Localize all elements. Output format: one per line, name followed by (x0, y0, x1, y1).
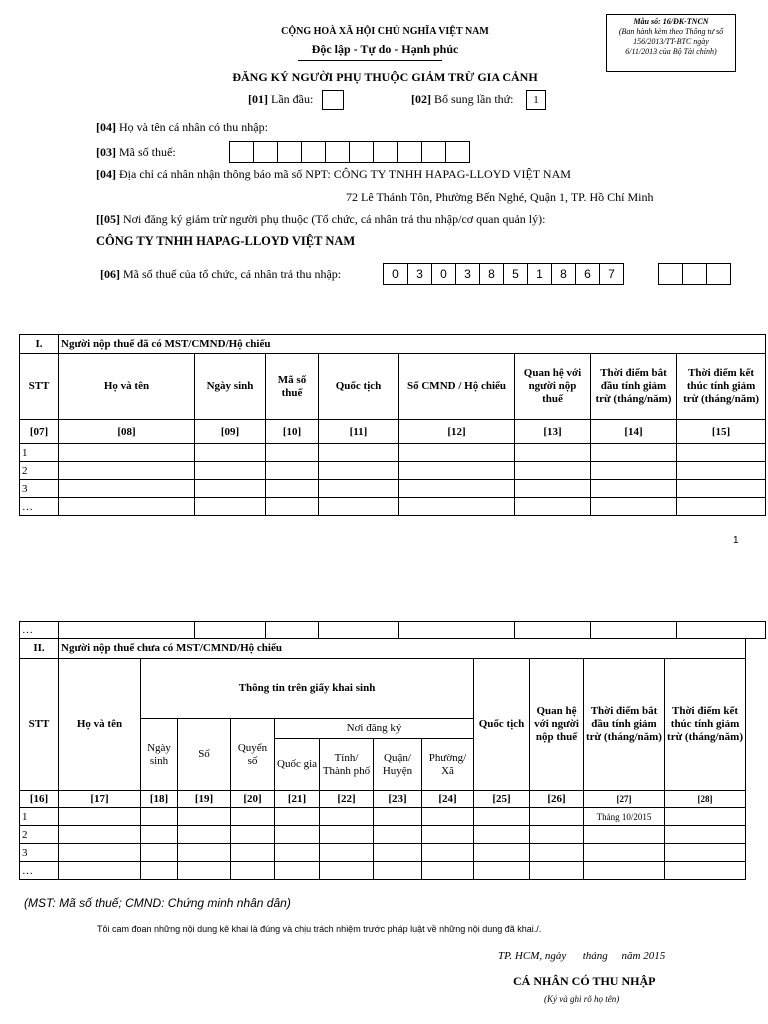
header-nationality: Quốc tịch (319, 354, 399, 420)
abbreviation-note: (MST: Mã số thuế; CMND: Chứng minh nhân dân) (24, 896, 291, 910)
column-code: [27] (584, 791, 665, 808)
tax-digit: 3 (407, 263, 432, 285)
column-code: [12] (399, 420, 515, 444)
header-number: Số (178, 719, 231, 791)
section-1-number: I. (20, 335, 59, 354)
table-row: 2 (20, 462, 766, 480)
header-relationship: Quan hệ với người nộp thuế (515, 354, 591, 420)
supplement-count-field[interactable]: 1 (526, 90, 546, 110)
header-district: Quận/ Huyện (374, 739, 422, 791)
field-03-label: [03] Mã số thuế: (96, 145, 176, 159)
country-name: CỘNG HOÀ XÃ HỘI CHỦ NGHĨA VIỆT NAM (281, 26, 489, 37)
table-row: 1 Tháng 10/2015 (20, 808, 746, 826)
tax-digit: 6 (575, 263, 600, 285)
column-code: [24] (422, 791, 474, 808)
header-province: Tỉnh/ Thành phố (320, 739, 374, 791)
form-code-line3: 156/2013/TT-BTC ngày (633, 37, 709, 46)
header-dob: Ngày sinh (195, 354, 266, 420)
column-code: [17] (59, 791, 141, 808)
column-code: [07] (20, 420, 59, 444)
header-start-time: Thời điểm bắt đầu tính giảm trừ (tháng/năm) (591, 354, 677, 420)
table-row: … (20, 622, 766, 639)
place-date: TP. HCM, ngày tháng năm 2015 (498, 950, 666, 962)
header-tax-code: Mã số thuế (266, 354, 319, 420)
table-row: 2 (20, 826, 746, 844)
header-stt: STT (20, 659, 59, 791)
table-row: 3 (20, 844, 746, 862)
column-code: [15] (677, 420, 766, 444)
continuation-table (19, 621, 766, 639)
address-line: 72 Lê Thánh Tôn, Phường Bến Nghé, Quận 1, TP. Hồ Chí Minh (346, 190, 654, 204)
column-code: [08] (59, 420, 195, 444)
column-code: [21] (275, 791, 320, 808)
page-number: 1 (733, 535, 739, 546)
column-code: [09] (195, 420, 266, 444)
header-birth-date: Ngày sinh (141, 719, 178, 791)
section-2-table (19, 638, 746, 880)
field-05-label: [[05] Nơi đăng ký giảm trừ người phụ thuộc (Tổ chức, cá nhân trả thu nhập/cơ quan quản lý): (96, 212, 546, 226)
section-1-table (19, 334, 766, 516)
company-name: CÔNG TY TNHH HAPAG-LLOYD VIỆT NAM (96, 234, 356, 248)
field-01-label: [01] Lần đầu: (248, 92, 314, 106)
table-row: 3 (20, 480, 766, 498)
employer-tax-code-cells[interactable] (384, 263, 624, 285)
form-code-box (606, 14, 736, 72)
field-06-label: [06] Mã số thuế của tổ chức, cá nhân trả thu nhập: (100, 267, 342, 281)
header-id-passport: Số CMND / Hộ chiếu (399, 354, 515, 420)
header-registration-place: Nơi đăng ký (275, 719, 474, 739)
employer-branch-code-cells[interactable] (659, 263, 731, 285)
column-code: [26] (530, 791, 584, 808)
field-02-label: [02] Bổ sung lần thứ: (411, 92, 514, 106)
form-code-line4: 6/11/2013 của Bộ Tài chính) (625, 47, 717, 56)
header-book-number: Quyển số (231, 719, 275, 791)
form-title: ĐĂNG KÝ NGƯỜI PHỤ THUỘC GIẢM TRỪ GIA CẢNH (232, 70, 538, 84)
column-code: [22] (320, 791, 374, 808)
column-code: [19] (178, 791, 231, 808)
form-code-line2: (Ban hành kèm theo Thông tư số (618, 27, 724, 36)
header-full-name: Họ và tên (59, 354, 195, 420)
tax-digit: 0 (431, 263, 456, 285)
header-birth-certificate: Thông tin trên giấy khai sinh (141, 659, 474, 719)
header-end-time: Thời điểm kết thúc tính giảm trừ (tháng/năm) (677, 354, 766, 420)
tax-digit: 1 (527, 263, 552, 285)
header-relationship: Quan hệ với người nộp thuế (530, 659, 584, 791)
column-code: [23] (374, 791, 422, 808)
column-code: [18] (141, 791, 178, 808)
section-1-title: Người nộp thuế đã có MST/CMND/Hộ chiếu (59, 335, 766, 354)
column-code: [28] (665, 791, 746, 808)
tax-digit: 7 (599, 263, 624, 285)
form-code: Mẫu số: 16/ĐK-TNCN (633, 17, 709, 26)
field-04-address-label: [04] Địa chỉ cá nhân nhận thông báo mã số NPT: CÔNG TY TNHH HAPAG-LLOYD VIỆT NAM (96, 167, 571, 181)
header-stt: STT (20, 354, 59, 420)
tax-digit: 0 (383, 263, 408, 285)
column-code: [14] (591, 420, 677, 444)
row1-start-time: Tháng 10/2015 (584, 808, 665, 826)
signer-title: CÁ NHÂN CÓ THU NHẬP (513, 974, 656, 988)
column-code: [25] (474, 791, 530, 808)
header-end-time: Thời điểm kết thúc tính giảm trừ (tháng/năm) (665, 659, 746, 791)
personal-tax-code-cells[interactable] (230, 141, 470, 163)
header-nationality: Quốc tịch (474, 659, 530, 791)
section-2-title: Người nộp thuế chưa có MST/CMND/Hộ chiếu (59, 639, 746, 659)
header-start-time: Thời điểm bắt đầu tính giảm trừ (tháng/năm) (584, 659, 665, 791)
column-code: [20] (231, 791, 275, 808)
first-time-checkbox[interactable] (322, 90, 344, 110)
header-ward: Phường/ Xã (422, 739, 474, 791)
field-04-name-label: [04] Họ và tên cá nhân có thu nhập: (96, 120, 268, 134)
header-country: Quốc gia (275, 739, 320, 791)
table-row: … (20, 498, 766, 516)
column-code: [13] (515, 420, 591, 444)
column-code: [11] (319, 420, 399, 444)
table-row: … (20, 862, 746, 880)
column-code: [16] (20, 791, 59, 808)
table-row: 1 (20, 444, 766, 462)
header-full-name: Họ và tên (59, 659, 141, 791)
signature-note: (Ký và ghi rõ họ tên) (544, 994, 620, 1004)
tax-digit: 5 (503, 263, 528, 285)
tax-digit: 8 (551, 263, 576, 285)
national-motto: Độc lập - Tự do - Hạnh phúc (311, 42, 459, 56)
tax-digit: 8 (479, 263, 504, 285)
tax-digit: 3 (455, 263, 480, 285)
motto-underline (298, 60, 442, 61)
column-code: [10] (266, 420, 319, 444)
declaration: Tôi cam đoan những nội dung kê khai là đúng và chịu trách nhiệm trước pháp luật về những nội dung đã khai./. (97, 924, 542, 934)
section-2-number: II. (20, 639, 59, 659)
